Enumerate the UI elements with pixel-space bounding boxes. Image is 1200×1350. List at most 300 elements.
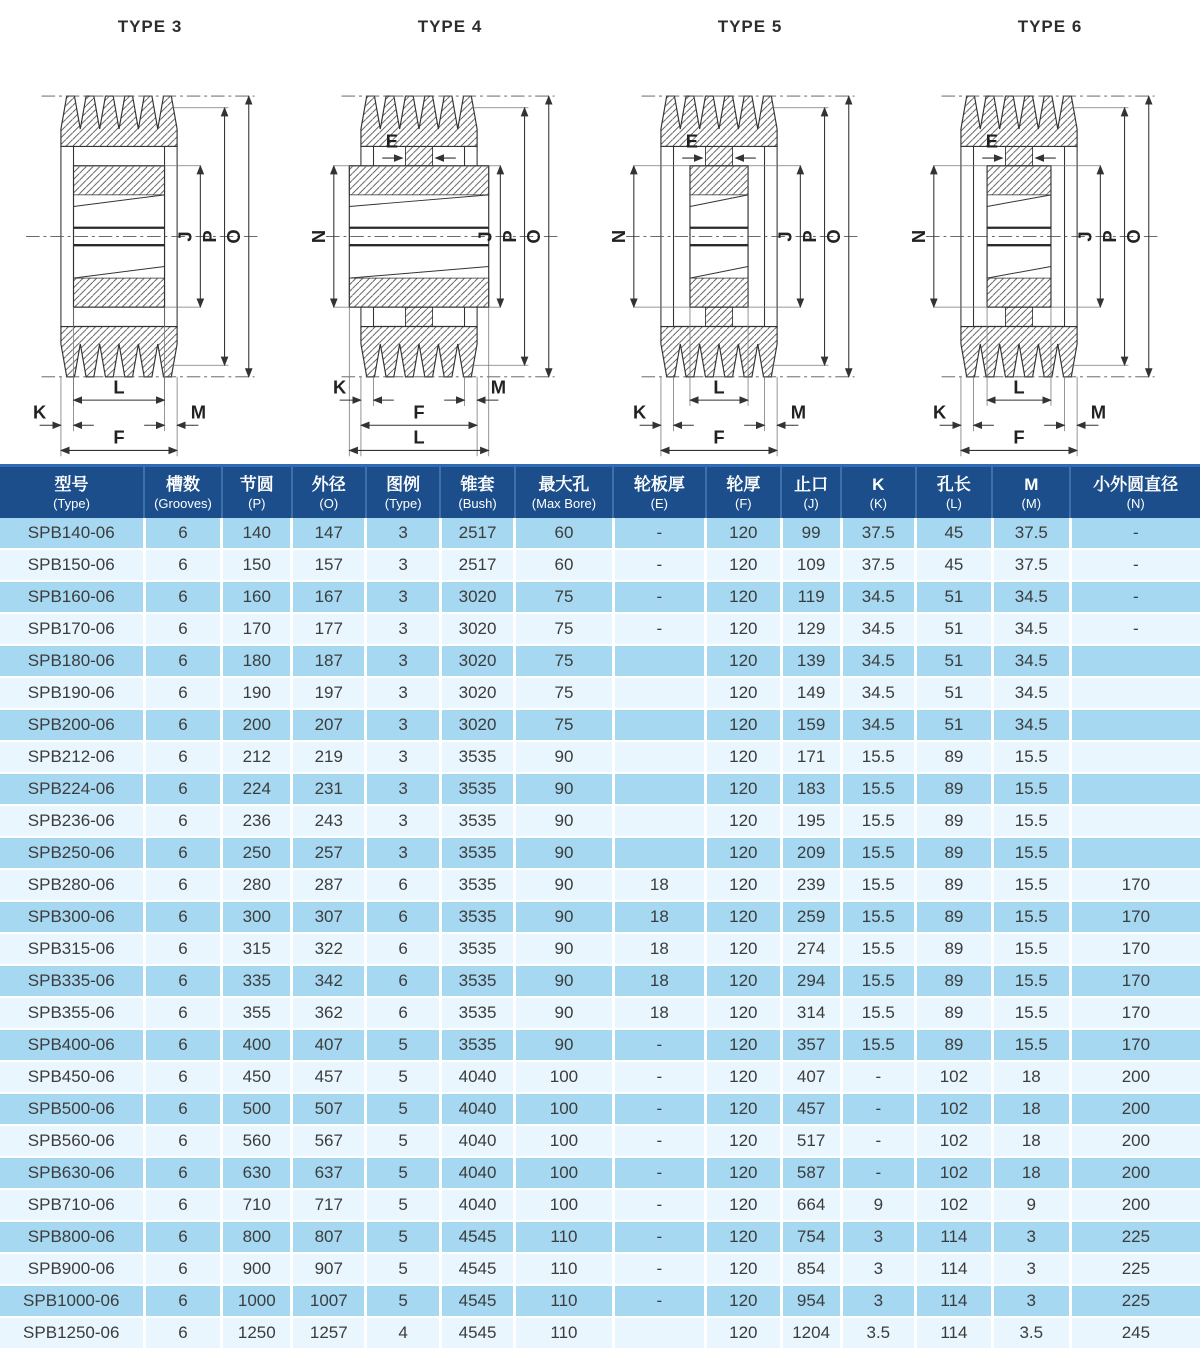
dim-label-M: M (1090, 401, 1107, 423)
cell-m: 37.5 (992, 518, 1070, 549)
cell-grooves: 6 (144, 1157, 222, 1189)
table-body (0, 518, 1200, 1349)
cell-bush: 3535 (440, 901, 514, 933)
dim-label-P: P (798, 230, 820, 243)
column-header-type (0, 466, 144, 519)
cell-k: - (841, 1093, 915, 1125)
cell-p: 250 (222, 837, 292, 869)
dim-label-F: F (713, 426, 725, 448)
cell-f: 120 (706, 1093, 782, 1125)
cell-type: SPB236-06 (0, 805, 144, 837)
column-header-en: (N) (1126, 496, 1145, 511)
dim-label-J: J (174, 231, 196, 242)
cell-type: SPB400-06 (0, 1029, 144, 1061)
column-header-m (992, 466, 1070, 519)
cell-type: SPB150-06 (0, 549, 144, 581)
cell-o: 407 (292, 1029, 366, 1061)
cell-p: 160 (222, 581, 292, 613)
cell-legend: 3 (366, 581, 440, 613)
cell-max-bore: 110 (515, 1221, 613, 1253)
cell-type: SPB280-06 (0, 869, 144, 901)
cell-l: 89 (916, 965, 993, 997)
dim-label-N: N (608, 229, 630, 244)
cell-n: - (1070, 581, 1200, 613)
cell-bush: 4040 (440, 1125, 514, 1157)
cell-m: 3 (992, 1285, 1070, 1317)
cell-n: 225 (1070, 1285, 1200, 1317)
table-row (0, 1317, 1200, 1349)
cell-grooves: 6 (144, 1125, 222, 1157)
diagram-title: TYPE 6 (1017, 17, 1083, 36)
pulley-drawing-type-5 (604, 38, 896, 464)
cell-grooves: 6 (144, 869, 222, 901)
column-header-en: (J) (803, 496, 819, 511)
cell-max-bore: 90 (515, 773, 613, 805)
cell-type: SPB630-06 (0, 1157, 144, 1189)
cell-e (613, 773, 705, 805)
cell-bush: 4040 (440, 1061, 514, 1093)
cell-bush: 3535 (440, 997, 514, 1029)
cell-m: 15.5 (992, 741, 1070, 773)
dim-label-L: L (113, 376, 125, 398)
cell-e (613, 677, 705, 709)
cell-grooves: 6 (144, 773, 222, 805)
diagram-title: TYPE 3 (117, 17, 183, 36)
column-header-zh: K (872, 475, 885, 494)
cell-e: - (613, 518, 705, 549)
cell-m: 9 (992, 1189, 1070, 1221)
cell-bush: 3020 (440, 613, 514, 645)
cell-p: 315 (222, 933, 292, 965)
cell-max-bore: 60 (515, 549, 613, 581)
dim-label-F: F (1013, 426, 1025, 448)
diagram-title: TYPE 5 (717, 17, 783, 36)
table-row (0, 1285, 1200, 1317)
cell-max-bore: 75 (515, 645, 613, 677)
cell-o: 231 (292, 773, 366, 805)
column-header-en: (Max Bore) (531, 496, 597, 511)
cell-l: 89 (916, 805, 993, 837)
dim-label-K: K (932, 401, 947, 423)
cell-type: SPB300-06 (0, 901, 144, 933)
dim-label-P: P (198, 230, 220, 243)
cell-k: 15.5 (841, 869, 915, 901)
cell-n (1070, 645, 1200, 677)
cell-k: - (841, 1125, 915, 1157)
column-header-zh: 外径 (311, 475, 346, 494)
cell-p: 150 (222, 549, 292, 581)
cell-m: 18 (992, 1157, 1070, 1189)
cell-grooves: 6 (144, 1189, 222, 1221)
cell-legend: 5 (366, 1093, 440, 1125)
cell-k: 15.5 (841, 741, 915, 773)
cell-l: 89 (916, 933, 993, 965)
cell-j: 139 (781, 645, 841, 677)
cell-type: SPB560-06 (0, 1125, 144, 1157)
cell-j: 954 (781, 1285, 841, 1317)
cell-f: 120 (706, 677, 782, 709)
column-header-zh: M (1024, 475, 1039, 494)
cell-o: 197 (292, 677, 366, 709)
cell-p: 224 (222, 773, 292, 805)
cell-grooves: 6 (144, 837, 222, 869)
cell-type: SPB450-06 (0, 1061, 144, 1093)
cell-legend: 5 (366, 1285, 440, 1317)
column-header-zh: 孔长 (936, 475, 971, 494)
cell-m: 3.5 (992, 1317, 1070, 1349)
dim-label-J: J (1074, 231, 1096, 242)
cell-n (1070, 709, 1200, 741)
cell-o: 717 (292, 1189, 366, 1221)
cell-k: 34.5 (841, 581, 915, 613)
cell-max-bore: 100 (515, 1157, 613, 1189)
cell-n: 200 (1070, 1189, 1200, 1221)
column-header-en: (Grooves) (154, 496, 212, 511)
column-header-en: (L) (945, 496, 962, 511)
cell-max-bore: 110 (515, 1317, 613, 1349)
cell-k: 34.5 (841, 677, 915, 709)
cell-j: 149 (781, 677, 841, 709)
column-header-grooves (144, 466, 222, 519)
cell-grooves: 6 (144, 645, 222, 677)
cell-max-bore: 100 (515, 1125, 613, 1157)
table-row (0, 965, 1200, 997)
column-header-e (613, 466, 705, 519)
cell-m: 18 (992, 1093, 1070, 1125)
cell-o: 157 (292, 549, 366, 581)
cell-j: 294 (781, 965, 841, 997)
column-header-zh: 锥套 (460, 475, 495, 494)
cell-l: 89 (916, 901, 993, 933)
cell-n: 200 (1070, 1157, 1200, 1189)
cell-f: 120 (706, 805, 782, 837)
table-row (0, 1093, 1200, 1125)
cell-n: 200 (1070, 1125, 1200, 1157)
table-row (0, 773, 1200, 805)
table-row (0, 1125, 1200, 1157)
cell-l: 89 (916, 837, 993, 869)
cell-bush: 3535 (440, 933, 514, 965)
cell-legend: 5 (366, 1253, 440, 1285)
cell-m: 15.5 (992, 997, 1070, 1029)
cell-o: 167 (292, 581, 366, 613)
cell-grooves: 6 (144, 1253, 222, 1285)
cell-f: 120 (706, 1157, 782, 1189)
cell-max-bore: 100 (515, 1189, 613, 1221)
cell-l: 51 (916, 581, 993, 613)
cell-p: 212 (222, 741, 292, 773)
cell-type: SPB180-06 (0, 645, 144, 677)
cell-m: 15.5 (992, 837, 1070, 869)
dim-label-K: K (32, 401, 47, 423)
cell-p: 280 (222, 869, 292, 901)
cell-legend: 5 (366, 1221, 440, 1253)
cell-m: 18 (992, 1125, 1070, 1157)
table-row (0, 997, 1200, 1029)
cell-legend: 3 (366, 773, 440, 805)
cell-type: SPB140-06 (0, 518, 144, 549)
cell-type: SPB170-06 (0, 613, 144, 645)
cell-n: 170 (1070, 997, 1200, 1029)
dim-label-E: E (985, 130, 999, 152)
cell-n: 170 (1070, 933, 1200, 965)
diagram-type-5 (600, 0, 900, 464)
cell-type: SPB250-06 (0, 837, 144, 869)
cell-type: SPB315-06 (0, 933, 144, 965)
cell-e (613, 1317, 705, 1349)
cell-f: 120 (706, 1125, 782, 1157)
column-header-zh: 轮厚 (726, 475, 761, 494)
table-row (0, 741, 1200, 773)
cell-f: 120 (706, 997, 782, 1029)
cell-e: - (613, 1029, 705, 1061)
cell-f: 120 (706, 1221, 782, 1253)
cell-f: 120 (706, 1061, 782, 1093)
column-header-zh: 节圆 (239, 475, 274, 494)
cell-l: 45 (916, 549, 993, 581)
spec-table (0, 464, 1200, 1350)
cell-type: SPB1000-06 (0, 1285, 144, 1317)
dim-label-M: M (190, 401, 207, 423)
cell-p: 170 (222, 613, 292, 645)
cell-o: 1007 (292, 1285, 366, 1317)
cell-type: SPB160-06 (0, 581, 144, 613)
dim-label-L: L (1013, 376, 1025, 398)
cell-j: 99 (781, 518, 841, 549)
cell-max-bore: 100 (515, 1061, 613, 1093)
cell-f: 120 (706, 901, 782, 933)
cell-legend: 3 (366, 645, 440, 677)
cell-grooves: 6 (144, 1221, 222, 1253)
cell-k: 3 (841, 1285, 915, 1317)
column-header-en: (P) (248, 496, 266, 511)
cell-legend: 5 (366, 1157, 440, 1189)
diagram-type-4 (300, 0, 600, 464)
cell-max-bore: 90 (515, 901, 613, 933)
cell-o: 177 (292, 613, 366, 645)
column-header-zh: 小外圆直径 (1093, 475, 1179, 494)
cell-f: 120 (706, 549, 782, 581)
dim-label-O: O (223, 229, 245, 244)
cell-m: 15.5 (992, 805, 1070, 837)
cell-e: - (613, 581, 705, 613)
column-header-zh: 最大孔 (538, 475, 590, 494)
cell-n: 225 (1070, 1221, 1200, 1253)
cell-j: 587 (781, 1157, 841, 1189)
cell-grooves: 6 (144, 549, 222, 581)
cell-type: SPB190-06 (0, 677, 144, 709)
cell-n: 170 (1070, 869, 1200, 901)
cell-f: 120 (706, 1029, 782, 1061)
dim-label-P: P (1098, 230, 1120, 243)
column-header-zh: 型号 (54, 475, 89, 494)
cell-m: 15.5 (992, 933, 1070, 965)
column-header-en: (M) (1021, 496, 1042, 511)
cell-o: 457 (292, 1061, 366, 1093)
cell-n: 225 (1070, 1253, 1200, 1285)
cell-l: 51 (916, 677, 993, 709)
cell-max-bore: 90 (515, 869, 613, 901)
table-row (0, 901, 1200, 933)
cell-m: 34.5 (992, 581, 1070, 613)
cell-o: 287 (292, 869, 366, 901)
cell-legend: 6 (366, 997, 440, 1029)
cell-n: - (1070, 613, 1200, 645)
cell-bush: 4040 (440, 1189, 514, 1221)
cell-grooves: 6 (144, 965, 222, 997)
cell-e (613, 709, 705, 741)
column-header-f (706, 466, 782, 519)
cell-f: 120 (706, 1189, 782, 1221)
table-row (0, 518, 1200, 549)
cell-max-bore: 75 (515, 581, 613, 613)
cell-max-bore: 90 (515, 965, 613, 997)
cell-k: 34.5 (841, 613, 915, 645)
cell-m: 15.5 (992, 869, 1070, 901)
cell-k: 15.5 (841, 837, 915, 869)
dim-label-L: L (713, 376, 725, 398)
cell-m: 34.5 (992, 709, 1070, 741)
column-header-en: (Type) (384, 496, 422, 511)
cell-max-bore: 90 (515, 837, 613, 869)
cell-e: 18 (613, 869, 705, 901)
cell-j: 407 (781, 1061, 841, 1093)
cell-m: 15.5 (992, 965, 1070, 997)
column-header-n (1070, 466, 1200, 519)
cell-grooves: 6 (144, 613, 222, 645)
cell-e: - (613, 1157, 705, 1189)
cell-p: 400 (222, 1029, 292, 1061)
cell-grooves: 6 (144, 1093, 222, 1125)
cell-max-bore: 110 (515, 1253, 613, 1285)
cell-n: 170 (1070, 965, 1200, 997)
diagram-type-3 (0, 0, 300, 464)
table-row (0, 709, 1200, 741)
cell-n: 200 (1070, 1061, 1200, 1093)
column-header-en: (Bush) (458, 496, 497, 511)
cell-type: SPB1250-06 (0, 1317, 144, 1349)
cell-max-bore: 75 (515, 613, 613, 645)
cell-o: 637 (292, 1157, 366, 1189)
cell-n (1070, 773, 1200, 805)
cell-legend: 3 (366, 805, 440, 837)
cell-o: 243 (292, 805, 366, 837)
column-header-bush (440, 466, 514, 519)
cell-l: 102 (916, 1061, 993, 1093)
cell-p: 630 (222, 1157, 292, 1189)
table-row (0, 933, 1200, 965)
cell-e (613, 837, 705, 869)
table-row (0, 1189, 1200, 1221)
cell-f: 120 (706, 837, 782, 869)
cell-e: - (613, 1093, 705, 1125)
cell-o: 257 (292, 837, 366, 869)
column-header-en: (O) (319, 496, 339, 511)
cell-m: 34.5 (992, 677, 1070, 709)
cell-j: 109 (781, 549, 841, 581)
cell-f: 120 (706, 933, 782, 965)
table-row (0, 645, 1200, 677)
cell-p: 450 (222, 1061, 292, 1093)
cell-f: 120 (706, 613, 782, 645)
cell-l: 102 (916, 1157, 993, 1189)
cell-p: 900 (222, 1253, 292, 1285)
cell-grooves: 6 (144, 1061, 222, 1093)
cell-grooves: 6 (144, 933, 222, 965)
column-header-zh: 图例 (386, 475, 421, 494)
cell-grooves: 6 (144, 997, 222, 1029)
cell-k: 15.5 (841, 997, 915, 1029)
cell-bush: 4545 (440, 1285, 514, 1317)
cell-max-bore: 100 (515, 1093, 613, 1125)
cell-l: 51 (916, 613, 993, 645)
diagrams-section (0, 0, 1200, 464)
cell-bush: 3535 (440, 741, 514, 773)
cell-l: 89 (916, 869, 993, 901)
cell-p: 200 (222, 709, 292, 741)
dim-label-O: O (823, 229, 845, 244)
cell-f: 120 (706, 869, 782, 901)
cell-f: 120 (706, 1317, 782, 1349)
cell-k: 15.5 (841, 1029, 915, 1061)
cell-l: 45 (916, 518, 993, 549)
cell-bush: 3535 (440, 773, 514, 805)
cell-n: 170 (1070, 1029, 1200, 1061)
cell-j: 259 (781, 901, 841, 933)
cell-j: 129 (781, 613, 841, 645)
cell-type: SPB500-06 (0, 1093, 144, 1125)
cell-m: 34.5 (992, 613, 1070, 645)
column-header-max-bore (515, 466, 613, 519)
cell-o: 907 (292, 1253, 366, 1285)
cell-p: 800 (222, 1221, 292, 1253)
table-row (0, 869, 1200, 901)
cell-m: 18 (992, 1061, 1070, 1093)
cell-type: SPB200-06 (0, 709, 144, 741)
cell-max-bore: 60 (515, 518, 613, 549)
cell-f: 120 (706, 965, 782, 997)
cell-max-bore: 75 (515, 709, 613, 741)
cell-f: 120 (706, 741, 782, 773)
cell-grooves: 6 (144, 1029, 222, 1061)
column-header-l (916, 466, 993, 519)
cell-l: 114 (916, 1285, 993, 1317)
cell-p: 190 (222, 677, 292, 709)
cell-e: 18 (613, 965, 705, 997)
cell-e: 18 (613, 997, 705, 1029)
dim-label-F: F (413, 401, 425, 423)
column-header-p (222, 466, 292, 519)
dim-label-E: E (685, 130, 699, 152)
cell-p: 355 (222, 997, 292, 1029)
cell-j: 209 (781, 837, 841, 869)
cell-p: 335 (222, 965, 292, 997)
cell-bush: 3535 (440, 965, 514, 997)
cell-k: - (841, 1061, 915, 1093)
table-row (0, 581, 1200, 613)
cell-bush: 4545 (440, 1253, 514, 1285)
table-row (0, 837, 1200, 869)
cell-k: 15.5 (841, 773, 915, 805)
cell-f: 120 (706, 581, 782, 613)
column-header-o (292, 466, 366, 519)
cell-p: 236 (222, 805, 292, 837)
cell-f: 120 (706, 1253, 782, 1285)
cell-legend: 3 (366, 741, 440, 773)
cell-l: 51 (916, 709, 993, 741)
cell-m: 34.5 (992, 645, 1070, 677)
table-row (0, 613, 1200, 645)
